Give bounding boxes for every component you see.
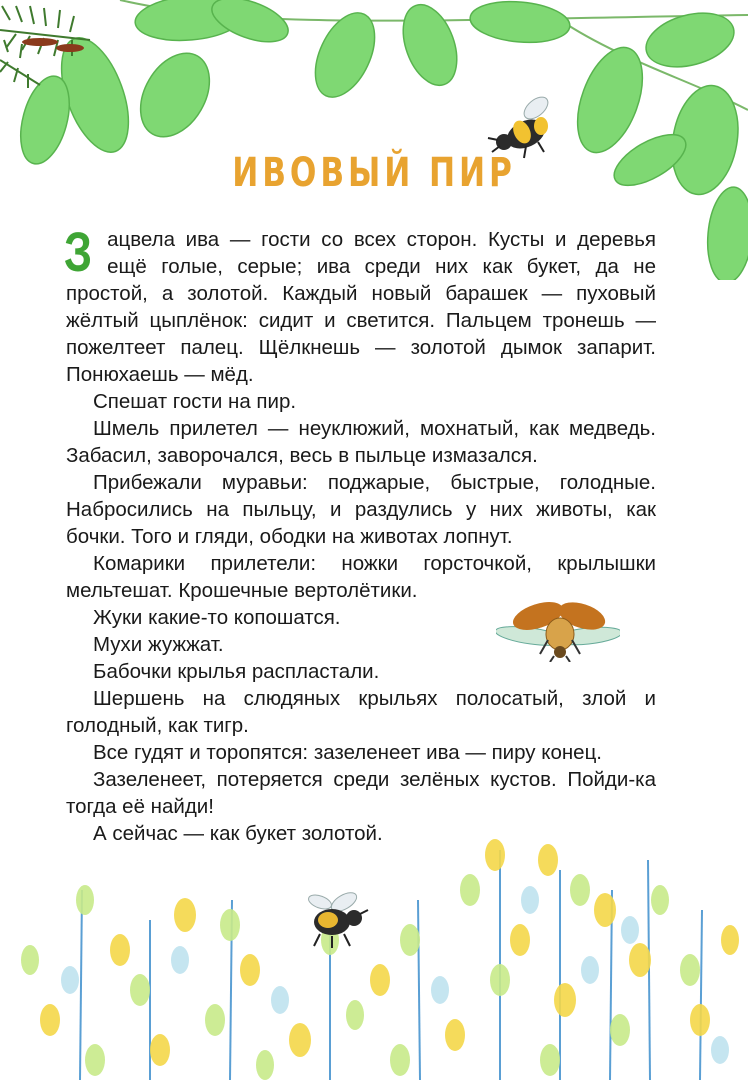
beetle-icon xyxy=(496,596,620,662)
paragraph xyxy=(64,220,656,388)
paragraph: А сейчас — как букет золотой. xyxy=(93,822,383,845)
paragraph: Зазеленеет, потеряется среди зелёных кустов. Пойди-ка тогда её найди! xyxy=(66,768,656,818)
story-text xyxy=(64,220,656,847)
paragraph: Комарики прилетели: ножки горсточкой, крылышки мельтешат. Крошечные вертолётики. xyxy=(66,552,656,602)
paragraph-text: ацвела ива — гости со всех сторон. Кусты и деревья ещё голые, серые; ива среди них как букет, да не простой, а золотой. Каждый новый барашек — пуховый жёлтый цыплёнок: сидит и светится. Пальцем тронешь — пожелтеет палец. Щёлкнешь — золотой дымок запарит. Понюхаешь — мёд. xyxy=(66,228,656,386)
paragraph: Спешат гости на пир. xyxy=(93,390,297,413)
paragraph: Жуки какие-то копошатся. xyxy=(93,606,341,629)
bee-icon xyxy=(296,888,370,950)
paragraph: Шершень на слюдяных крыльях полосатый, злой и голодный, как тигр. xyxy=(66,687,656,737)
willow-catkins-illustration xyxy=(0,830,748,1080)
paragraph: Шмель прилетел — неуклюжий, мохнатый, как медведь. Забасил, заворочался, весь в пыльце измазался. xyxy=(66,417,656,467)
page-title: ИВОВЫЙ ПИР xyxy=(232,150,516,196)
paragraph: Мухи жужжат. xyxy=(93,633,224,656)
paragraph: Прибежали муравьи: поджарые, быстрые, голодные. Набросились на пыльцу, и раздулись у них животы, как бочки. Того и гляди, ободки на животах лопнут. xyxy=(66,471,656,548)
drop-cap-letter: З xyxy=(64,220,93,283)
paragraph: Все гудят и торопятся: зазеленеет ива — пиру конец. xyxy=(93,741,603,764)
paragraph: Бабочки крылья распластали. xyxy=(93,660,380,683)
